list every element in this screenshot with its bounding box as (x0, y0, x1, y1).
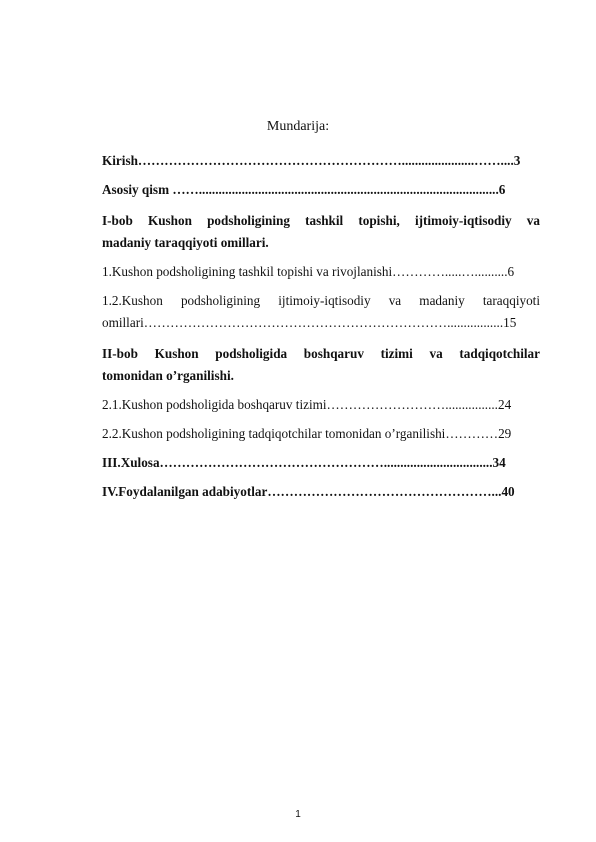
toc-entry-1-1: 1.Kushon podsholigining tashkil topishi va rivojlanishi………….....…..........6 (102, 264, 515, 279)
toc-entry-1-2 (102, 290, 540, 334)
toc-entry-asosiy-qism: Asosiy qism ……...........................................................................................6 (102, 182, 506, 197)
toc-entry-xulosa: III.Xulosa…………………………………………….................................34 (102, 455, 506, 470)
toc-entry-kirish: Kirish……………………………………………………......................……....3 (102, 153, 521, 168)
toc-entry-1-2-line1: 1.2.Kushon podsholigining ijtimoiy-iqtisodiy va madaniy taraqqiyoti (102, 293, 540, 308)
toc-entry-2-1: 2.1.Kushon podsholigida boshqaruv tizimi………………………................24 (102, 397, 512, 412)
toc-heading: Mundarija: (266, 119, 330, 134)
page-number: 1 (295, 809, 301, 820)
toc-entry-chapter-1-line2: madaniy taraqqiyoti omillari. (102, 235, 269, 250)
toc-entry-chapter-1 (102, 210, 540, 254)
toc-entry-chapter-2 (102, 343, 540, 387)
toc-entry-1-2-line2: omillari…………………………………………………………….................15 (102, 315, 517, 330)
toc-entry-adabiyotlar: IV.Foydalanilgan adabiyotlar……………………………………………...40 (102, 484, 515, 499)
toc-entry-chapter-2-line2: tomonidan o’rganilishi. (102, 368, 234, 383)
toc-entry-chapter-1-line1: I-bob Kushon podsholigining tashkil topishi, ijtimoiy-iqtisodiy va (102, 213, 540, 228)
table-of-contents (102, 150, 540, 503)
toc-entry-chapter-2-line1: II-bob Kushon podsholigida boshqaruv tizimi va tadqiqotchilar (102, 346, 540, 361)
toc-entry-2-2: 2.2.Kushon podsholigining tadqiqotchilar tomonidan o’rganilishi…………29 (102, 426, 512, 441)
